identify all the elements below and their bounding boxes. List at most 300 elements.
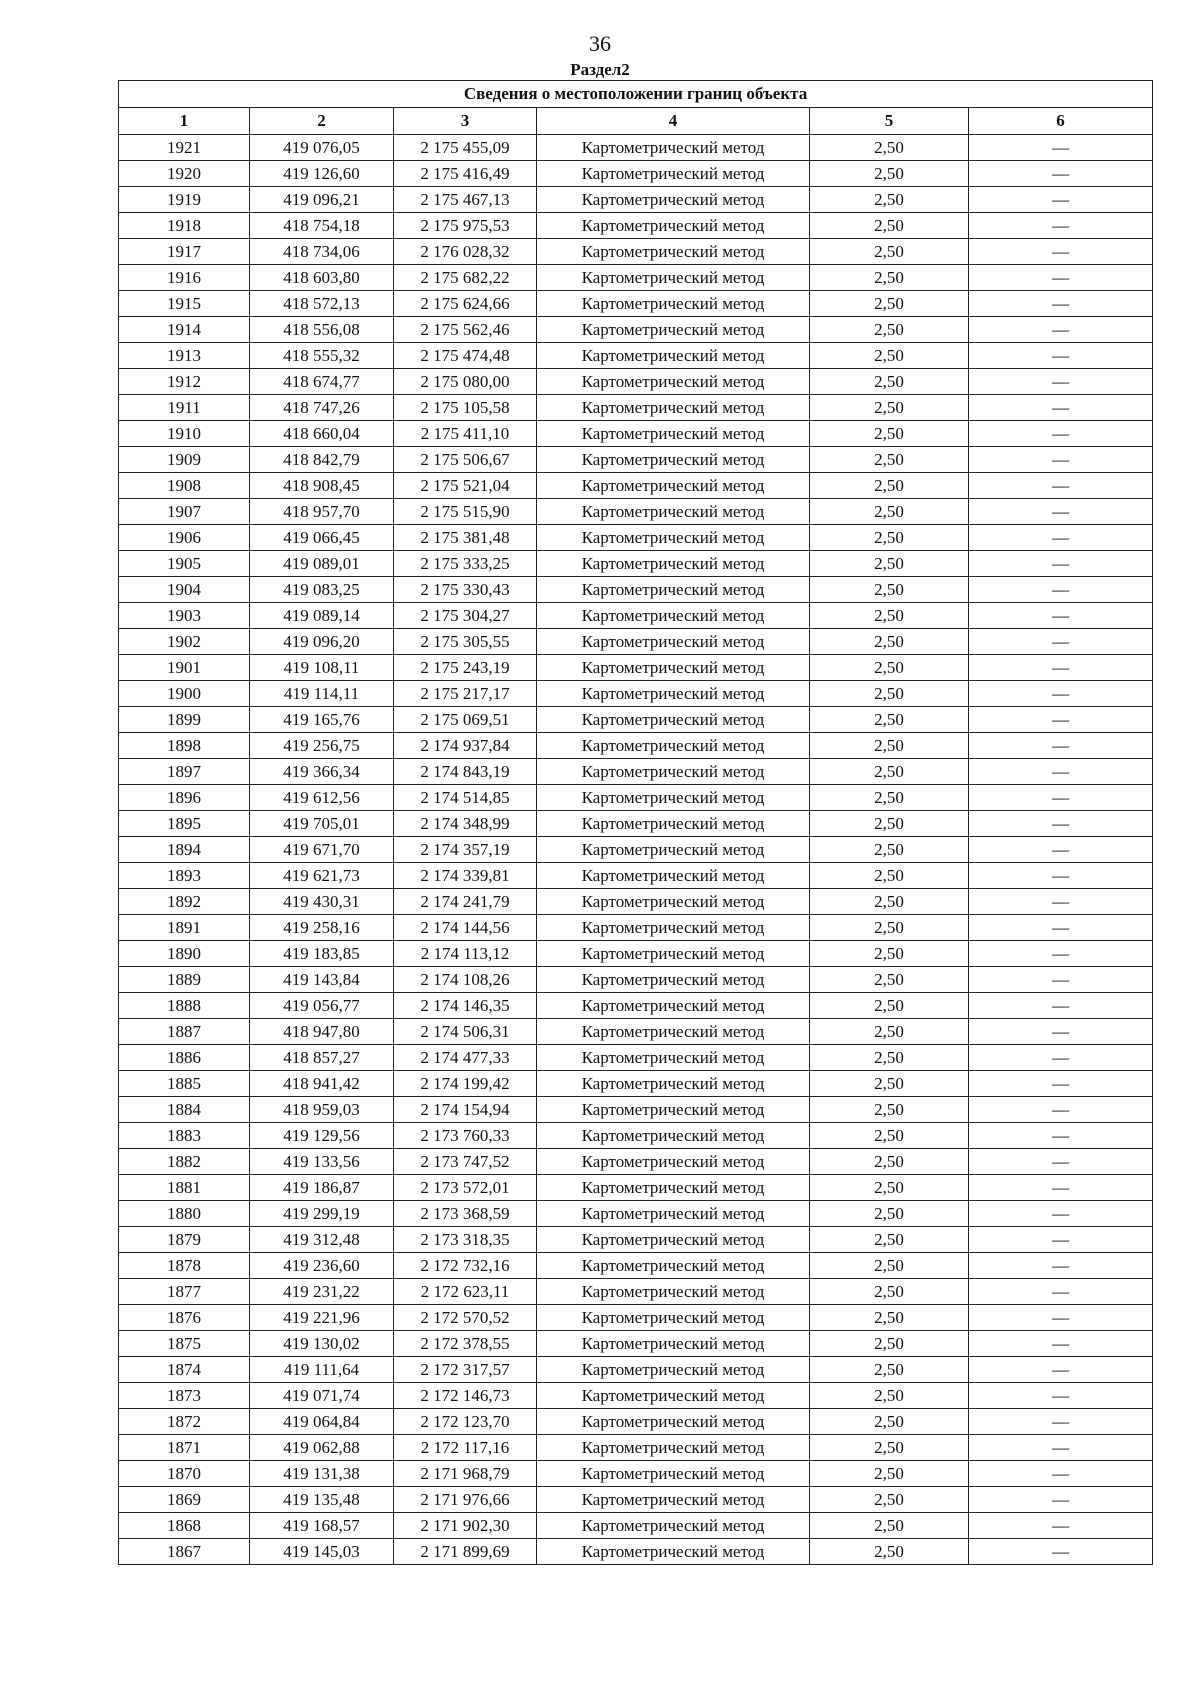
table-row: [119, 1253, 1153, 1279]
cell-description: —: [969, 1357, 1153, 1383]
cell-description: —: [969, 473, 1153, 499]
table-row: [119, 1487, 1153, 1513]
cell-precision: 2,50: [810, 1513, 969, 1539]
cell-method: Картометрический метод: [537, 1201, 810, 1227]
cell-precision: 2,50: [810, 1461, 969, 1487]
cell-coordinate-x: 419 096,20: [250, 629, 394, 655]
cell-description: —: [969, 993, 1153, 1019]
cell-method: Картометрический метод: [537, 967, 810, 993]
cell-coordinate-x: 418 660,04: [250, 421, 394, 447]
cell-method: Картометрический метод: [537, 1513, 810, 1539]
table-row: [119, 1279, 1153, 1305]
cell-precision: 2,50: [810, 447, 969, 473]
cell-precision: 2,50: [810, 343, 969, 369]
cell-point-number: 1885: [119, 1071, 250, 1097]
cell-coordinate-y: 2 171 902,30: [394, 1513, 537, 1539]
cell-coordinate-y: 2 175 467,13: [394, 187, 537, 213]
cell-coordinate-y: 2 175 562,46: [394, 317, 537, 343]
cell-description: —: [969, 395, 1153, 421]
cell-coordinate-x: 419 089,14: [250, 603, 394, 629]
cell-method: Картометрический метод: [537, 1487, 810, 1513]
cell-precision: 2,50: [810, 135, 969, 161]
cell-description: —: [969, 187, 1153, 213]
cell-description: —: [969, 551, 1153, 577]
boundary-table: [118, 80, 1153, 1565]
cell-method: Картометрический метод: [537, 1097, 810, 1123]
cell-point-number: 1898: [119, 733, 250, 759]
cell-point-number: 1891: [119, 915, 250, 941]
table-row: [119, 551, 1153, 577]
cell-point-number: 1896: [119, 785, 250, 811]
cell-method: Картометрический метод: [537, 1071, 810, 1097]
cell-coordinate-y: 2 175 069,51: [394, 707, 537, 733]
cell-coordinate-x: 418 908,45: [250, 473, 394, 499]
cell-description: —: [969, 1383, 1153, 1409]
cell-coordinate-x: 419 114,11: [250, 681, 394, 707]
cell-coordinate-y: 2 175 975,53: [394, 213, 537, 239]
table-row: [119, 733, 1153, 759]
cell-point-number: 1909: [119, 447, 250, 473]
table-row: [119, 395, 1153, 421]
table-body: [119, 135, 1153, 1565]
cell-coordinate-y: 2 175 333,25: [394, 551, 537, 577]
cell-method: Картометрический метод: [537, 551, 810, 577]
cell-precision: 2,50: [810, 1435, 969, 1461]
cell-coordinate-y: 2 173 572,01: [394, 1175, 537, 1201]
cell-precision: 2,50: [810, 369, 969, 395]
cell-precision: 2,50: [810, 603, 969, 629]
cell-precision: 2,50: [810, 1045, 969, 1071]
cell-method: Картометрический метод: [537, 187, 810, 213]
cell-description: —: [969, 1097, 1153, 1123]
cell-coordinate-x: 418 947,80: [250, 1019, 394, 1045]
cell-point-number: 1892: [119, 889, 250, 915]
cell-coordinate-x: 419 066,45: [250, 525, 394, 551]
cell-method: Картометрический метод: [537, 889, 810, 915]
cell-coordinate-x: 419 705,01: [250, 811, 394, 837]
cell-point-number: 1920: [119, 161, 250, 187]
cell-coordinate-x: 418 842,79: [250, 447, 394, 473]
cell-point-number: 1881: [119, 1175, 250, 1201]
column-number: 3: [394, 108, 537, 135]
cell-point-number: 1884: [119, 1097, 250, 1123]
cell-method: Картометрический метод: [537, 525, 810, 551]
cell-coordinate-y: 2 174 113,12: [394, 941, 537, 967]
cell-method: Картометрический метод: [537, 863, 810, 889]
cell-precision: 2,50: [810, 1487, 969, 1513]
column-number: 4: [537, 108, 810, 135]
cell-method: Картометрический метод: [537, 447, 810, 473]
cell-method: Картометрический метод: [537, 421, 810, 447]
cell-coordinate-x: 419 064,84: [250, 1409, 394, 1435]
table-row: [119, 343, 1153, 369]
cell-coordinate-x: 418 555,32: [250, 343, 394, 369]
cell-precision: 2,50: [810, 967, 969, 993]
cell-precision: 2,50: [810, 265, 969, 291]
cell-method: Картометрический метод: [537, 1461, 810, 1487]
cell-coordinate-y: 2 175 330,43: [394, 577, 537, 603]
table-row: [119, 759, 1153, 785]
cell-description: —: [969, 707, 1153, 733]
cell-method: Картометрический метод: [537, 707, 810, 733]
cell-point-number: 1888: [119, 993, 250, 1019]
table-row: [119, 447, 1153, 473]
cell-description: —: [969, 421, 1153, 447]
cell-method: Картометрический метод: [537, 343, 810, 369]
cell-precision: 2,50: [810, 1305, 969, 1331]
cell-description: —: [969, 837, 1153, 863]
cell-description: —: [969, 655, 1153, 681]
table-row: [119, 1097, 1153, 1123]
cell-coordinate-x: 419 221,96: [250, 1305, 394, 1331]
cell-coordinate-y: 2 175 474,48: [394, 343, 537, 369]
cell-method: Картометрический метод: [537, 1279, 810, 1305]
cell-coordinate-x: 419 133,56: [250, 1149, 394, 1175]
cell-point-number: 1878: [119, 1253, 250, 1279]
cell-description: —: [969, 161, 1153, 187]
cell-description: —: [969, 1487, 1153, 1513]
cell-method: Картометрический метод: [537, 1383, 810, 1409]
cell-point-number: 1889: [119, 967, 250, 993]
cell-description: —: [969, 889, 1153, 915]
cell-point-number: 1899: [119, 707, 250, 733]
page-number: 36: [589, 31, 611, 56]
cell-point-number: 1911: [119, 395, 250, 421]
cell-method: Картометрический метод: [537, 499, 810, 525]
table-row: [119, 1435, 1153, 1461]
cell-point-number: 1890: [119, 941, 250, 967]
cell-method: Картометрический метод: [537, 473, 810, 499]
cell-precision: 2,50: [810, 1331, 969, 1357]
cell-coordinate-x: 418 674,77: [250, 369, 394, 395]
cell-method: Картометрический метод: [537, 759, 810, 785]
cell-coordinate-y: 2 174 144,56: [394, 915, 537, 941]
cell-point-number: 1905: [119, 551, 250, 577]
cell-coordinate-x: 419 071,74: [250, 1383, 394, 1409]
cell-description: —: [969, 1253, 1153, 1279]
cell-coordinate-y: 2 175 411,10: [394, 421, 537, 447]
cell-coordinate-y: 2 174 514,85: [394, 785, 537, 811]
table-row: [119, 1409, 1153, 1435]
cell-point-number: 1919: [119, 187, 250, 213]
cell-point-number: 1868: [119, 1513, 250, 1539]
cell-coordinate-x: 418 941,42: [250, 1071, 394, 1097]
cell-precision: 2,50: [810, 395, 969, 421]
table-caption-row: [119, 81, 1153, 108]
cell-precision: 2,50: [810, 421, 969, 447]
cell-coordinate-x: 419 143,84: [250, 967, 394, 993]
cell-coordinate-y: 2 175 243,19: [394, 655, 537, 681]
cell-coordinate-x: 419 231,22: [250, 1279, 394, 1305]
cell-point-number: 1913: [119, 343, 250, 369]
cell-point-number: 1895: [119, 811, 250, 837]
cell-coordinate-y: 2 174 146,35: [394, 993, 537, 1019]
cell-point-number: 1912: [119, 369, 250, 395]
cell-coordinate-y: 2 174 339,81: [394, 863, 537, 889]
cell-precision: 2,50: [810, 785, 969, 811]
cell-coordinate-x: 418 572,13: [250, 291, 394, 317]
cell-description: —: [969, 1201, 1153, 1227]
cell-coordinate-y: 2 174 241,79: [394, 889, 537, 915]
cell-precision: 2,50: [810, 681, 969, 707]
cell-coordinate-y: 2 172 570,52: [394, 1305, 537, 1331]
table-row: [119, 1201, 1153, 1227]
cell-method: Картометрический метод: [537, 213, 810, 239]
cell-method: Картометрический метод: [537, 1175, 810, 1201]
cell-coordinate-y: 2 174 108,26: [394, 967, 537, 993]
cell-coordinate-x: 419 168,57: [250, 1513, 394, 1539]
cell-coordinate-x: 419 183,85: [250, 941, 394, 967]
cell-coordinate-y: 2 173 318,35: [394, 1227, 537, 1253]
table-row: [119, 135, 1153, 161]
cell-coordinate-x: 419 056,77: [250, 993, 394, 1019]
cell-precision: 2,50: [810, 1539, 969, 1565]
cell-coordinate-x: 419 258,16: [250, 915, 394, 941]
cell-point-number: 1908: [119, 473, 250, 499]
cell-description: —: [969, 811, 1153, 837]
table-row: [119, 1149, 1153, 1175]
cell-description: —: [969, 681, 1153, 707]
cell-method: Картометрический метод: [537, 681, 810, 707]
cell-coordinate-x: 418 957,70: [250, 499, 394, 525]
table-row: [119, 239, 1153, 265]
cell-description: —: [969, 733, 1153, 759]
cell-method: Картометрический метод: [537, 941, 810, 967]
cell-coordinate-x: 418 857,27: [250, 1045, 394, 1071]
table-row: [119, 863, 1153, 889]
cell-point-number: 1875: [119, 1331, 250, 1357]
cell-method: Картометрический метод: [537, 1331, 810, 1357]
cell-precision: 2,50: [810, 1227, 969, 1253]
cell-point-number: 1901: [119, 655, 250, 681]
cell-coordinate-y: 2 174 843,19: [394, 759, 537, 785]
cell-precision: 2,50: [810, 187, 969, 213]
cell-description: —: [969, 1279, 1153, 1305]
cell-coordinate-x: 419 145,03: [250, 1539, 394, 1565]
cell-precision: 2,50: [810, 993, 969, 1019]
table-row: [119, 213, 1153, 239]
cell-coordinate-y: 2 175 455,09: [394, 135, 537, 161]
cell-precision: 2,50: [810, 863, 969, 889]
cell-method: Картометрический метод: [537, 1539, 810, 1565]
cell-coordinate-x: 419 129,56: [250, 1123, 394, 1149]
table-row: [119, 1357, 1153, 1383]
cell-coordinate-x: 419 096,21: [250, 187, 394, 213]
cell-coordinate-y: 2 175 682,22: [394, 265, 537, 291]
cell-coordinate-x: 419 126,60: [250, 161, 394, 187]
cell-coordinate-x: 419 135,48: [250, 1487, 394, 1513]
cell-method: Картометрический метод: [537, 1253, 810, 1279]
cell-coordinate-x: 419 256,75: [250, 733, 394, 759]
cell-description: —: [969, 1045, 1153, 1071]
cell-coordinate-x: 419 430,31: [250, 889, 394, 915]
column-number: 2: [250, 108, 394, 135]
cell-point-number: 1910: [119, 421, 250, 447]
cell-coordinate-x: 419 612,56: [250, 785, 394, 811]
cell-precision: 2,50: [810, 1201, 969, 1227]
table-row: [119, 915, 1153, 941]
cell-precision: 2,50: [810, 577, 969, 603]
cell-coordinate-y: 2 172 117,16: [394, 1435, 537, 1461]
cell-coordinate-y: 2 174 348,99: [394, 811, 537, 837]
cell-coordinate-y: 2 174 154,94: [394, 1097, 537, 1123]
cell-precision: 2,50: [810, 1175, 969, 1201]
cell-coordinate-y: 2 172 146,73: [394, 1383, 537, 1409]
table-row: [119, 1123, 1153, 1149]
cell-coordinate-y: 2 174 506,31: [394, 1019, 537, 1045]
cell-coordinate-y: 2 175 080,00: [394, 369, 537, 395]
cell-coordinate-x: 418 747,26: [250, 395, 394, 421]
cell-description: —: [969, 317, 1153, 343]
cell-precision: 2,50: [810, 1279, 969, 1305]
cell-precision: 2,50: [810, 629, 969, 655]
cell-precision: 2,50: [810, 1019, 969, 1045]
cell-point-number: 1918: [119, 213, 250, 239]
table-row: [119, 187, 1153, 213]
cell-coordinate-x: 419 062,88: [250, 1435, 394, 1461]
cell-precision: 2,50: [810, 1071, 969, 1097]
cell-precision: 2,50: [810, 733, 969, 759]
cell-coordinate-x: 418 556,08: [250, 317, 394, 343]
cell-coordinate-y: 2 176 028,32: [394, 239, 537, 265]
cell-precision: 2,50: [810, 1149, 969, 1175]
cell-description: —: [969, 1071, 1153, 1097]
cell-description: —: [969, 1331, 1153, 1357]
cell-precision: 2,50: [810, 655, 969, 681]
cell-method: Картометрический метод: [537, 1149, 810, 1175]
cell-description: —: [969, 1539, 1153, 1565]
cell-point-number: 1906: [119, 525, 250, 551]
cell-coordinate-y: 2 174 199,42: [394, 1071, 537, 1097]
cell-description: —: [969, 1305, 1153, 1331]
cell-point-number: 1915: [119, 291, 250, 317]
cell-method: Картометрический метод: [537, 291, 810, 317]
cell-coordinate-y: 2 173 747,52: [394, 1149, 537, 1175]
cell-point-number: 1897: [119, 759, 250, 785]
cell-precision: 2,50: [810, 1123, 969, 1149]
table-row: [119, 1045, 1153, 1071]
table-row: [119, 837, 1153, 863]
cell-description: —: [969, 1435, 1153, 1461]
cell-point-number: 1907: [119, 499, 250, 525]
cell-coordinate-y: 2 175 515,90: [394, 499, 537, 525]
cell-method: Картометрический метод: [537, 629, 810, 655]
table-row: [119, 629, 1153, 655]
cell-coordinate-x: 418 603,80: [250, 265, 394, 291]
table-row: [119, 1513, 1153, 1539]
table-row: [119, 1383, 1153, 1409]
cell-method: Картометрический метод: [537, 785, 810, 811]
table-row: [119, 967, 1153, 993]
cell-method: Картометрический метод: [537, 993, 810, 1019]
cell-coordinate-y: 2 171 968,79: [394, 1461, 537, 1487]
table-row: [119, 993, 1153, 1019]
cell-description: —: [969, 291, 1153, 317]
cell-point-number: 1894: [119, 837, 250, 863]
cell-method: Картометрический метод: [537, 1045, 810, 1071]
cell-description: —: [969, 499, 1153, 525]
column-number: 5: [810, 108, 969, 135]
cell-description: —: [969, 135, 1153, 161]
column-number: 1: [119, 108, 250, 135]
cell-description: —: [969, 265, 1153, 291]
cell-point-number: 1904: [119, 577, 250, 603]
cell-coordinate-x: 419 130,02: [250, 1331, 394, 1357]
cell-coordinate-y: 2 175 506,67: [394, 447, 537, 473]
table-row: [119, 1175, 1153, 1201]
table-row: [119, 161, 1153, 187]
cell-description: —: [969, 941, 1153, 967]
cell-description: —: [969, 1227, 1153, 1253]
table-row: [119, 603, 1153, 629]
cell-coordinate-x: 419 108,11: [250, 655, 394, 681]
table-row: [119, 1227, 1153, 1253]
cell-point-number: 1869: [119, 1487, 250, 1513]
cell-coordinate-y: 2 175 217,17: [394, 681, 537, 707]
table-row: [119, 1331, 1153, 1357]
cell-coordinate-x: 419 165,76: [250, 707, 394, 733]
cell-coordinate-y: 2 175 416,49: [394, 161, 537, 187]
cell-point-number: 1879: [119, 1227, 250, 1253]
cell-coordinate-x: 419 299,19: [250, 1201, 394, 1227]
cell-coordinate-x: 418 734,06: [250, 239, 394, 265]
table-row: [119, 473, 1153, 499]
cell-description: —: [969, 213, 1153, 239]
cell-method: Картометрический метод: [537, 1019, 810, 1045]
table-row: [119, 1019, 1153, 1045]
cell-point-number: 1902: [119, 629, 250, 655]
cell-description: —: [969, 1409, 1153, 1435]
section-title: Раздел2: [570, 60, 630, 79]
cell-coordinate-y: 2 174 937,84: [394, 733, 537, 759]
cell-description: —: [969, 967, 1153, 993]
table-row: [119, 317, 1153, 343]
cell-description: —: [969, 369, 1153, 395]
cell-method: Картометрический метод: [537, 837, 810, 863]
cell-precision: 2,50: [810, 1097, 969, 1123]
cell-precision: 2,50: [810, 473, 969, 499]
cell-coordinate-x: 418 959,03: [250, 1097, 394, 1123]
cell-point-number: 1903: [119, 603, 250, 629]
cell-coordinate-y: 2 172 317,57: [394, 1357, 537, 1383]
cell-coordinate-x: 419 083,25: [250, 577, 394, 603]
cell-coordinate-x: 419 312,48: [250, 1227, 394, 1253]
column-number-row: [119, 108, 1153, 135]
table-row: [119, 577, 1153, 603]
cell-method: Картометрический метод: [537, 317, 810, 343]
table-row: [119, 941, 1153, 967]
cell-precision: 2,50: [810, 239, 969, 265]
cell-description: —: [969, 577, 1153, 603]
cell-point-number: 1917: [119, 239, 250, 265]
cell-point-number: 1870: [119, 1461, 250, 1487]
cell-method: Картометрический метод: [537, 1357, 810, 1383]
cell-method: Картометрический метод: [537, 161, 810, 187]
cell-precision: 2,50: [810, 1357, 969, 1383]
table-row: [119, 291, 1153, 317]
cell-coordinate-y: 2 175 105,58: [394, 395, 537, 421]
cell-description: —: [969, 1123, 1153, 1149]
cell-point-number: 1873: [119, 1383, 250, 1409]
cell-point-number: 1900: [119, 681, 250, 707]
table-row: [119, 655, 1153, 681]
cell-description: —: [969, 447, 1153, 473]
cell-coordinate-y: 2 175 624,66: [394, 291, 537, 317]
cell-point-number: 1883: [119, 1123, 250, 1149]
cell-method: Картометрический метод: [537, 733, 810, 759]
table-row: [119, 421, 1153, 447]
cell-precision: 2,50: [810, 889, 969, 915]
